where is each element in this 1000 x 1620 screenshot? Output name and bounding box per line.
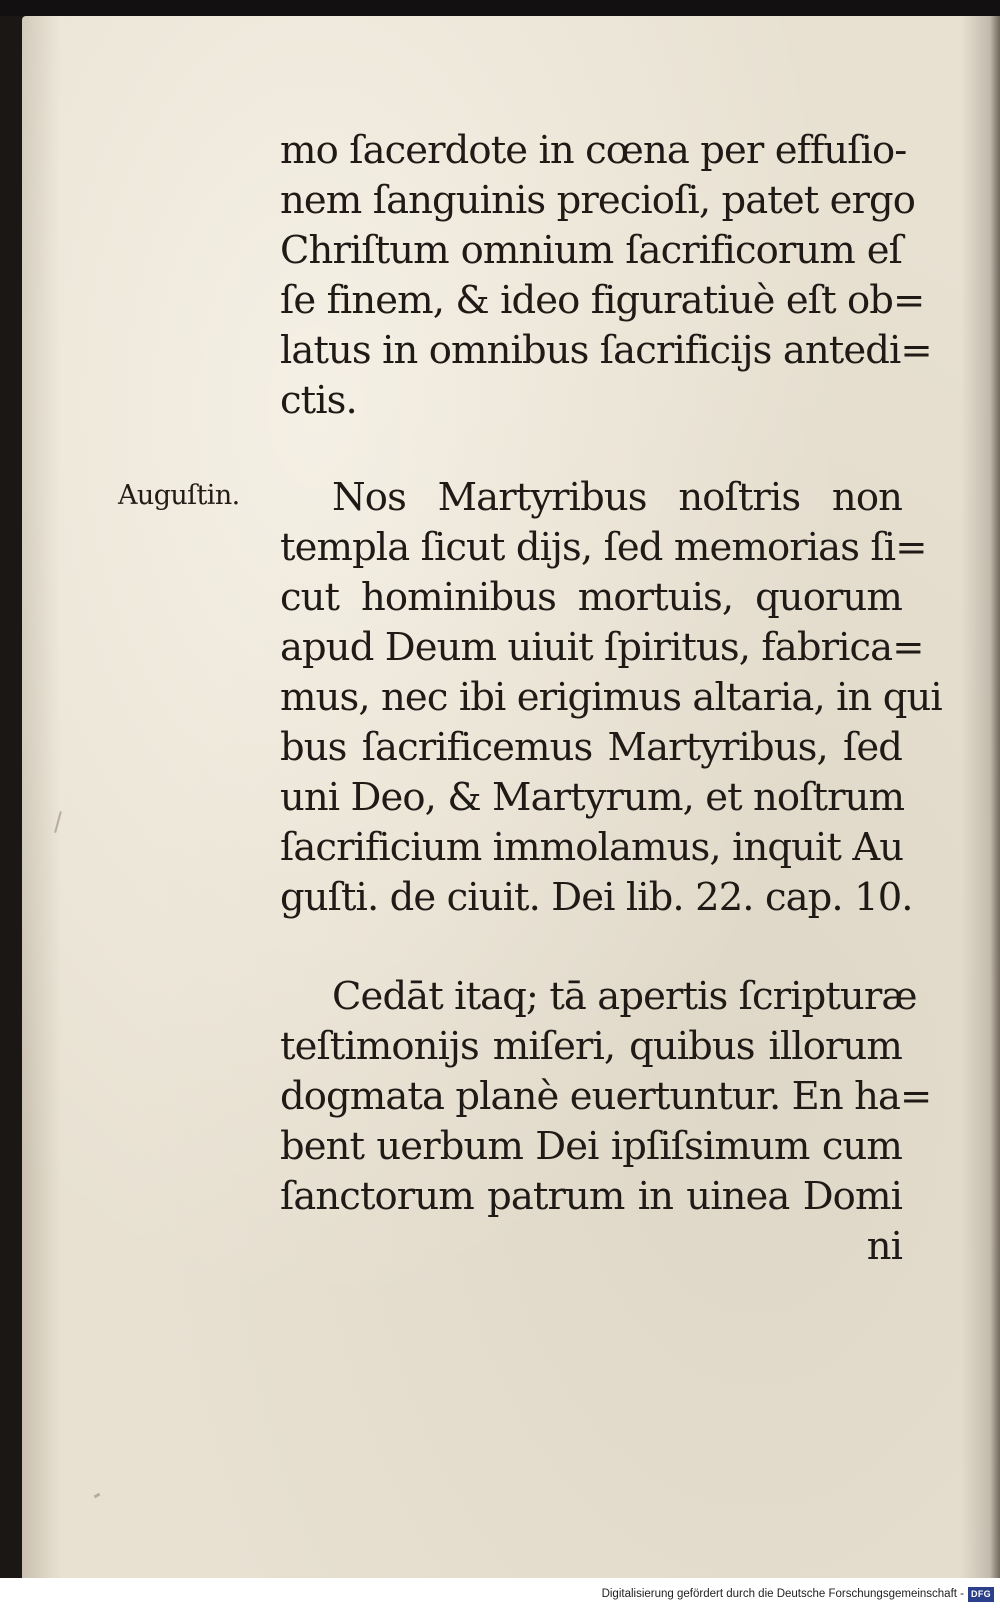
paragraph-3: [280, 972, 932, 1272]
text-line: nem ſanguinis precioſi, patet ergo: [280, 178, 916, 223]
text-line: mus, nec ibi erigimus altaria, in qui: [280, 675, 942, 720]
text-line: ctis.: [280, 378, 357, 423]
text-line: templa ſicut dijs, ſed memorias ſi=: [280, 525, 927, 570]
page-shadow-edge: [990, 16, 1000, 1578]
paper-speck: [94, 1493, 101, 1499]
text-line: guſti. de ciuit. Dei lib. 22. cap. 10.: [280, 875, 913, 920]
text-line: bent uerbum Dei ipſiſsimum cum: [280, 1124, 902, 1169]
text-line: apud Deum uiuit ſpiritus, fabrica=: [280, 625, 924, 670]
text-line: ſanctorum patrum in uinea Domi: [280, 1174, 902, 1219]
digitization-footer: [0, 1578, 1000, 1620]
text-line: Chriſtum omnium ſacrificorum eſ: [280, 228, 902, 273]
text-line: ſe finem, & ideo figuratiuè eſt ob=: [280, 278, 925, 323]
text-line: Cedāt itaq; tā apertis ſcripturæ: [332, 974, 917, 1019]
paragraph-2: [280, 473, 942, 923]
funding-credit: Digitalisierung gefördert durch die Deutsche Forschungsgemeinschaft -: [601, 1588, 964, 1600]
text-line: latus in omnibus ſacrificijs antedi=: [280, 328, 932, 373]
text-line: mo ſacerdote in cœna per effuſio-: [280, 128, 907, 173]
paragraph-1: [280, 126, 932, 426]
text-line: teſtimonijs miſeri, quibus illorum: [280, 1024, 902, 1069]
marginal-note-augustin: Auguſtin.: [118, 480, 240, 511]
text-line: ſacrificium immolamus, inquit Au: [280, 825, 904, 870]
text-line: uni Deo, & Martyrum, et noſtrum: [280, 775, 905, 820]
catchword: ni: [866, 1224, 902, 1269]
text-line: dogmata planè euertuntur. En ha=: [280, 1074, 932, 1119]
scan-top-border: [0, 0, 1000, 16]
text-line: Nos Martyribus noſtris non: [332, 475, 902, 520]
dfg-logo-icon: DFG: [968, 1587, 994, 1602]
text-line: cut hominibus mortuis, quorum: [280, 575, 902, 620]
text-line: bus ſacrificemus Martyribus, ſed: [280, 725, 902, 770]
paper-speck: [54, 811, 62, 833]
